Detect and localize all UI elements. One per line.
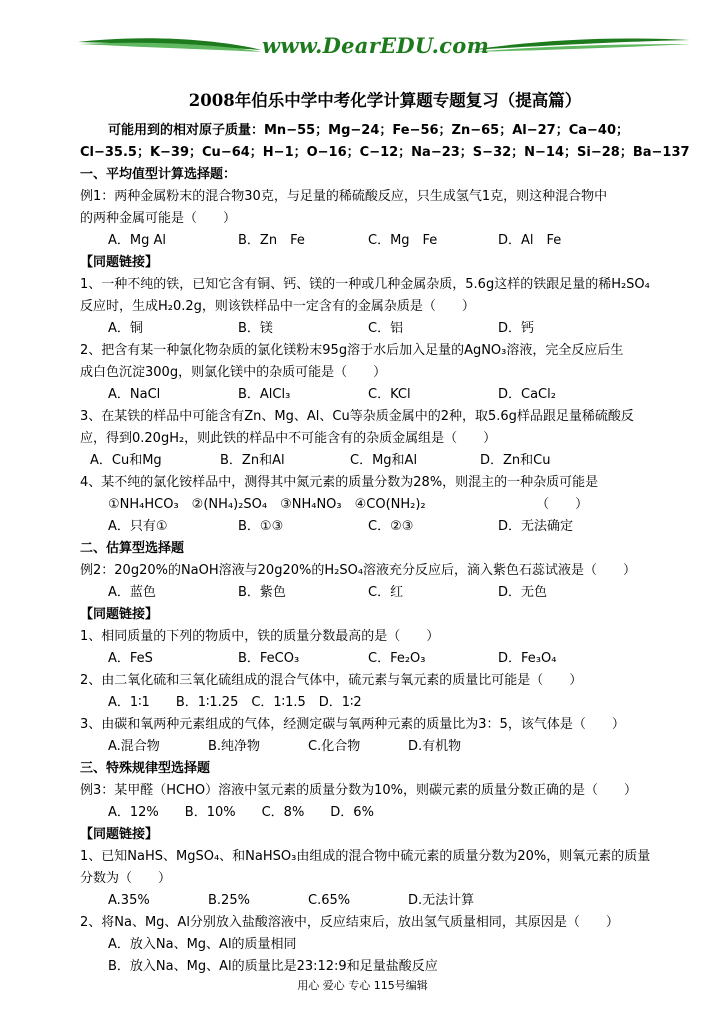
answer-option: C．Mg和Al <box>350 453 418 468</box>
option-row <box>80 450 690 472</box>
answer-option: D．Zn和Cu <box>480 453 551 468</box>
answer-option: D．CaCl₂ <box>498 387 556 402</box>
answer-option: D．无色 <box>498 585 548 600</box>
text-line: 反应时，生成H₂0.2g，则该铁样品中一定含有的金属杂质是（ ） <box>80 299 475 314</box>
answer-option: A．Mg Al <box>108 233 166 248</box>
text-line: 的两种金属可能是（ ） <box>80 211 237 226</box>
text-line: A．放入Na、Mg、Al的质量相同 <box>108 937 297 952</box>
answer-option: D．Al Fe <box>498 233 562 248</box>
text-line: 2、将Na、Mg、Al分别放入盐酸溶液中，反应结束后，放出氢气质量相同，其原因是（ ） <box>80 915 619 930</box>
text-line: 可能用到的相对原子质量：Mn−55；Mg−24；Fe−56；Zn−65；Al−27；Ca−40； <box>108 123 630 138</box>
page-footer: 用心 爱心 专心 115号编辑 <box>297 979 428 992</box>
answer-option: C．②③ <box>368 519 414 534</box>
answer-option: A．Cu和Mg <box>90 453 162 468</box>
answer-option: A．铜 <box>108 321 143 336</box>
answer-option: B．Zn和Al <box>220 453 285 468</box>
text-line: 2、由二氧化硫和三氧化硫组成的混合气体中，硫元素与氧元素的质量比可能是（ ） <box>80 673 583 688</box>
option-row <box>80 582 690 604</box>
answer-option: C．铝 <box>368 321 404 336</box>
answer-option: B．Zn Fe <box>238 233 305 248</box>
option-row <box>80 736 690 758</box>
answer-option: B.纯净物 <box>208 739 261 754</box>
answer-option: A．FeS <box>108 651 153 666</box>
answer-option: B．①③ <box>238 519 284 534</box>
answer-option: C．KCl <box>368 387 411 402</box>
answer-option: A．蓝色 <box>108 585 156 600</box>
answer-option: B.25% <box>208 893 250 908</box>
answer-option: A.混合物 <box>108 739 160 754</box>
answer-option: B．AlCl₃ <box>238 387 291 402</box>
text-line: 1、相同质量的下列的物质中，铁的质量分数最高的是（ ） <box>80 629 440 644</box>
answer-option: D．无法确定 <box>498 519 574 534</box>
document-lines <box>80 120 690 978</box>
option-row <box>80 516 690 538</box>
answer-option: B．紫色 <box>238 585 286 600</box>
option-row <box>80 230 690 252</box>
text-line: 一、平均值型计算选择题： <box>80 167 237 182</box>
text-line: 3、在某铁的样品中可能含有Zn、Mg、Al、Cu等杂质金属中的2种，取5.6g样品跟足量稀硫酸反 <box>80 409 634 424</box>
answer-option: D．Fe₃O₄ <box>498 651 557 666</box>
option-row <box>80 384 690 406</box>
text-line: A．1∶1 B．1∶1.25 C．1∶1.5 D．1∶2 <box>108 695 362 710</box>
text-line: B．放入Na、Mg、Al的质量比是23:12:9和足量盐酸反应 <box>108 959 438 974</box>
answer-option: A.35% <box>108 893 150 908</box>
text-line: 例3：某甲醛（HCHO）溶液中氢元素的质量分数为10%，则碳元素的质量分数正确的是（ ） <box>80 783 638 798</box>
page-title: 2008年伯乐中学中考化学计算题专题复习（提高篇） <box>188 91 582 110</box>
text-line: 二、估算型选择题 <box>80 541 185 556</box>
answer-option: B．FeCO₃ <box>238 651 300 666</box>
answer-option: D.无法计算 <box>408 893 475 908</box>
text-line: 1、一种不纯的铁，已知它含有铜、钙、镁的一种或几种金属杂质，5.6g这样的铁跟足量的稀H₂SO₄ <box>80 277 650 292</box>
text-line: 三、特殊规律型选择题 <box>80 761 211 776</box>
answer-option: C．Mg Fe <box>368 233 438 248</box>
answer-option: C.65% <box>308 893 351 908</box>
text-line: 例1：两种金属粉末的混合物30克，与足量的稀硫酸反应，只生成氢气1克，则这种混合物中 <box>80 189 608 204</box>
answer-option: C．红 <box>368 585 404 600</box>
text-line: ①NH₄HCO₃ ②(NH₄)₂SO₄ ③NH₄NO₃ ④CO(NH₂)₂ （ ） <box>108 497 589 512</box>
text-line: 3、由碳和氧两种元素组成的气体，经测定碳与氧两种元素的质量比为3：5，该气体是（ ） <box>80 717 625 732</box>
text-line: 【同题链接】 <box>80 827 159 842</box>
text-line: 成白色沉淀300g，则氯化镁中的杂质可能是（ ） <box>80 365 387 380</box>
answer-option: A．只有① <box>108 519 168 534</box>
text-line: 2、把含有某一种氯化物杂质的氯化镁粉末95g溶于水后加入足量的AgNO₃溶液，完全反应后生 <box>80 343 624 358</box>
text-line: Cl−35.5；K−39；Cu−64；H−1；O−16；C−12；Na−23；S−32；N−14；Si−28；Ba−137 <box>80 145 690 160</box>
option-row <box>80 648 690 670</box>
document-body <box>80 88 690 978</box>
text-line: 分数为（ ） <box>80 871 172 886</box>
option-row <box>80 890 690 912</box>
text-line: 例2：20g20%的NaOH溶液与20g20%的H₂SO₄溶液充分反应后，滴入紫色石蕊试液是（ ） <box>80 563 637 578</box>
answer-option: A．NaCl <box>108 387 161 402</box>
answer-option: D.有机物 <box>408 739 462 754</box>
text-line: 【同题链接】 <box>80 607 159 622</box>
text-line: 4、某不纯的氯化铵样品中，测得其中氮元素的质量分数为28%，则混主的一种杂质可能是 <box>80 475 599 490</box>
answer-option: C.化合物 <box>308 739 361 754</box>
text-line: 1、已知NaHS、MgSO₄、和NaHSO₃由组成的混合物中硫元素的质量分数为20%，则氧元素的质量 <box>80 849 651 864</box>
text-line: 【同题链接】 <box>80 255 159 270</box>
answer-option: C．Fe₂O₃ <box>368 651 426 666</box>
text-line: 应，得到0.20gH₂，则此铁的样品中不可能含有的杂质金属组是（ ） <box>80 431 497 446</box>
site-banner <box>0 30 725 70</box>
answer-option: D．钙 <box>498 321 535 336</box>
text-line: A．12% B．10% C．8% D．6% <box>108 805 374 820</box>
site-logo-text: www.DearEDU.com <box>262 33 490 58</box>
option-row <box>80 318 690 340</box>
answer-option: B．镁 <box>238 321 273 336</box>
